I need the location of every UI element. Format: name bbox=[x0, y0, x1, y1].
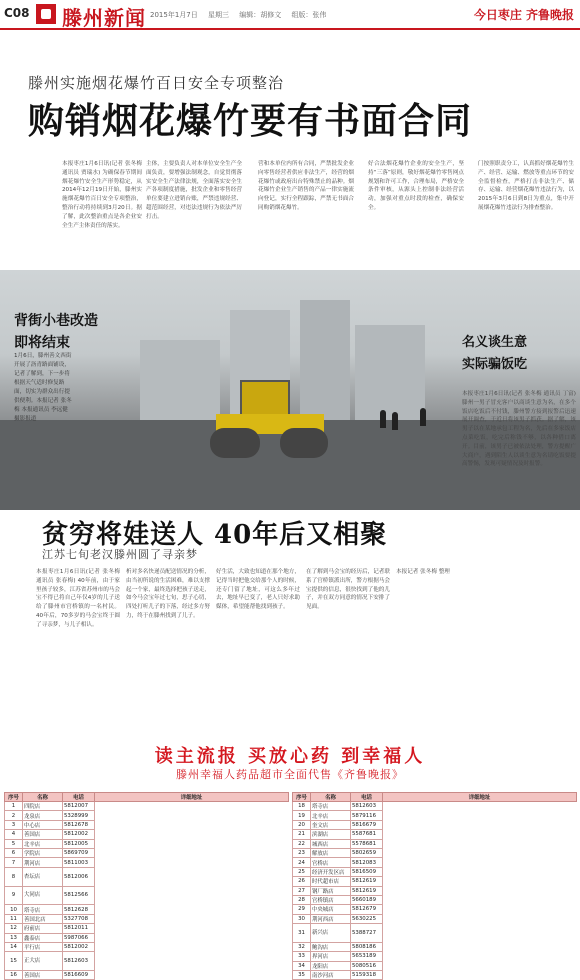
store-phone: 5812007 bbox=[63, 802, 95, 811]
store-row bbox=[5, 830, 289, 839]
store-name: 南沙河店 bbox=[311, 971, 351, 980]
store-row bbox=[5, 905, 289, 914]
store-phone: 5812006 bbox=[63, 867, 95, 886]
store-phone: 5816609 bbox=[63, 971, 95, 980]
store-number: 35 bbox=[293, 971, 311, 980]
store-name: 塔寺店 bbox=[311, 802, 351, 811]
page-header bbox=[0, 0, 580, 30]
store-number: 3 bbox=[5, 820, 23, 829]
store-row bbox=[293, 924, 577, 943]
store-name: 新兴店 bbox=[311, 924, 351, 943]
store-number: 8 bbox=[5, 867, 23, 886]
story1-column: 本报枣庄1月6日讯(记者 张冬梅 通讯员 贾瑞水) 为确保春节期间烟花爆竹安全生产形势稳定，从2014年12月19日开始，滕州实施烟花爆竹百日安全专项整治，整治行动将持续到3月20日。据了解，此次整治重点是各企业安全生产主体责任的落实。 bbox=[62, 161, 142, 229]
store-number: 34 bbox=[293, 961, 311, 970]
store-phone: 5869709 bbox=[63, 848, 95, 857]
store-name: 鑫泰店 bbox=[23, 933, 63, 942]
store-number: 30 bbox=[293, 914, 311, 923]
store-phone: 5812005 bbox=[63, 839, 95, 848]
store-number: 21 bbox=[293, 830, 311, 839]
store-name: 正大店 bbox=[23, 952, 63, 971]
store-number: 25 bbox=[293, 867, 311, 876]
col-header-no: 序号 bbox=[5, 793, 23, 802]
story3-column: 本报枣庄1月6日讯(记者 张冬梅 通讯员 张春梅) 40年前，由于家里孩子较多，江苏省苏州市的马会宝不得已将自己年仅4岁的儿子送给了滕州市官桥镇的一名村民。40年后，70多岁的马会宝终于圆了寻亲梦，与儿子相认。 bbox=[36, 569, 120, 628]
store-row bbox=[5, 914, 289, 923]
store-name: 北辛店 bbox=[23, 839, 63, 848]
issue-date: 2015年1月7日 bbox=[150, 11, 198, 19]
store-name: 善国店 bbox=[23, 971, 63, 980]
issue-layout: 组版：张伟 bbox=[291, 11, 327, 19]
store-number: 32 bbox=[293, 942, 311, 951]
store-row bbox=[5, 848, 289, 857]
store-row bbox=[5, 867, 289, 886]
store-row bbox=[5, 933, 289, 942]
store-number: 13 bbox=[5, 933, 23, 942]
store-number: 33 bbox=[293, 952, 311, 961]
store-number: 7 bbox=[5, 858, 23, 867]
store-row bbox=[5, 952, 289, 971]
store-name: 龙阳店 bbox=[311, 961, 351, 970]
store-row bbox=[293, 971, 577, 980]
issue-meta bbox=[150, 10, 334, 20]
store-number: 29 bbox=[293, 905, 311, 914]
store-name: 荆河西店 bbox=[311, 914, 351, 923]
store-row bbox=[5, 971, 289, 980]
store-row bbox=[5, 811, 289, 820]
paper-masthead: 今日枣庄 齐鲁晚报 bbox=[473, 8, 574, 22]
store-number: 31 bbox=[293, 924, 311, 943]
store-row bbox=[5, 858, 289, 867]
store-row bbox=[5, 802, 289, 811]
store-phone: 5811003 bbox=[63, 858, 95, 867]
store-number: 5 bbox=[5, 839, 23, 848]
store-number: 24 bbox=[293, 858, 311, 867]
store-phone: 5812002 bbox=[63, 830, 95, 839]
pharmacy-ad bbox=[0, 742, 580, 980]
store-number: 9 bbox=[5, 886, 23, 905]
store-phone: 5987066 bbox=[63, 933, 95, 942]
store-row bbox=[5, 886, 289, 905]
story3-column: 在了解到马会宝的经历后，记者联系了官桥镇派出所，警方根据马会宝提供的信息，很快找到了他的儿子，并在双方同意的情况下安排了见面。 bbox=[306, 569, 390, 611]
story2-headline: 名义谈生意 实际骗饭吃 bbox=[462, 335, 528, 372]
col-header-name: 名称 bbox=[23, 793, 63, 802]
store-name: 塔寺店 bbox=[23, 905, 63, 914]
store-number: 4 bbox=[5, 830, 23, 839]
road-roller-icon bbox=[210, 380, 330, 458]
store-number: 16 bbox=[5, 971, 23, 980]
store-number: 27 bbox=[293, 886, 311, 895]
store-row bbox=[293, 952, 577, 961]
store-number: 2 bbox=[5, 811, 23, 820]
store-number: 6 bbox=[5, 848, 23, 857]
store-phone: 5812619 bbox=[351, 886, 383, 895]
store-row bbox=[293, 877, 577, 886]
store-number: 10 bbox=[5, 905, 23, 914]
store-phone: 5630225 bbox=[351, 914, 383, 923]
store-phone: 5388727 bbox=[351, 924, 383, 943]
store-row bbox=[5, 942, 289, 951]
store-number: 20 bbox=[293, 820, 311, 829]
store-row bbox=[5, 820, 289, 829]
store-name: 杏坛店 bbox=[23, 867, 63, 886]
store-name: 荆河店 bbox=[23, 858, 63, 867]
store-name: 学院店 bbox=[23, 848, 63, 857]
store-name: 中央城店 bbox=[311, 905, 351, 914]
store-name: 府前店 bbox=[23, 924, 63, 933]
store-name: 官桥镇店 bbox=[311, 895, 351, 904]
store-row bbox=[293, 802, 577, 811]
store-name: 鲍沟店 bbox=[311, 942, 351, 951]
store-name: 北辛店 bbox=[311, 811, 351, 820]
store-number: 15 bbox=[5, 952, 23, 971]
story1-column: 营和本单位内所有合同，严禁批发企业向零售经营者供应非法生产，经营的烟花爆竹或政府出台特殊禁止的品种。烟花爆竹企业生产销售的产品一律实施流向登记，实行全程跟踪，严禁无书面合同购销烟花爆竹。 bbox=[258, 161, 354, 211]
store-phone: 5587681 bbox=[351, 830, 383, 839]
issue-editor: 编辑：胡修文 bbox=[239, 11, 282, 19]
col-header-address: 详细地址 bbox=[383, 793, 577, 802]
store-name: 解放店 bbox=[311, 848, 351, 857]
store-phone: 5660189 bbox=[351, 895, 383, 904]
section-title: 滕州新闻 bbox=[62, 6, 146, 30]
store-phone: 5812619 bbox=[351, 877, 383, 886]
store-row bbox=[293, 961, 577, 970]
col-header-name: 名称 bbox=[311, 793, 351, 802]
store-number: 19 bbox=[293, 811, 311, 820]
store-number: 22 bbox=[293, 839, 311, 848]
store-number: 11 bbox=[5, 914, 23, 923]
col-header-phone: 电话 bbox=[63, 793, 95, 802]
story1-kicker: 滕州实施烟花爆竹百日安全专项整治 bbox=[28, 74, 285, 92]
store-row bbox=[293, 848, 577, 857]
store-number: 28 bbox=[293, 895, 311, 904]
store-number: 23 bbox=[293, 848, 311, 857]
store-number: 14 bbox=[5, 942, 23, 951]
store-row bbox=[293, 942, 577, 951]
story3-deck: 江苏七旬老汉滕州圆了寻亲梦 bbox=[42, 548, 198, 561]
store-phone: 5328999 bbox=[63, 811, 95, 820]
story1-column: 门按照职责分工，认真抓好烟花爆竹生产、经营、运输、燃放等重点环节的安全监督检查，严格打击非法生产、储存、运输、经营烟花爆竹违法行为，以2015年3月6日到8日为重点，集中开展烟花爆竹违法行为排查整治。 bbox=[478, 161, 574, 211]
store-name: 官桥店 bbox=[311, 858, 351, 867]
store-phone: 5812603 bbox=[63, 952, 95, 971]
store-name: 中心店 bbox=[23, 820, 63, 829]
store-name: 时代超市店 bbox=[311, 877, 351, 886]
store-name: 平行店 bbox=[23, 942, 63, 951]
store-row bbox=[293, 858, 577, 867]
store-row bbox=[293, 867, 577, 876]
store-phone: 5812678 bbox=[63, 820, 95, 829]
store-row bbox=[293, 820, 577, 829]
story3-column: 析对多名快递员配送情况的分析，由当初所说的生活困难，难以支撑起一个家，最终选择把孩子送走，如今马会宝年过七旬，思子心切，四处打听儿子的下落，经过多方努力，终于在滕州找到了儿子。 bbox=[126, 569, 210, 619]
photo1-title: 背街小巷改造 即将结束 bbox=[14, 313, 98, 351]
store-phone: 5653189 bbox=[351, 952, 383, 961]
ad-subhead: 滕州幸福人药品超市全面代售《齐鲁晚报》 bbox=[176, 768, 404, 781]
photo1-caption: 1月6日，滕州善文西街开展了沥青路面铺设，记者了解到，下一步将根据天气适时修复路面，切实为群众出行提供便利。本报记者 张冬梅 本报通讯员 李远健 摄影报道 bbox=[14, 353, 72, 422]
story1-column: 主体，主要负责人对本单位安全生产全面负责，要增强法制观念，自觉贯彻落实安全生产法律法规，全面落实安全生产各项制度措施，批发企业和零售经营单位要建立进销台账，严禁违规经营、超范围经营，对违法违规行为依法严厉打击。 bbox=[146, 161, 242, 220]
store-row bbox=[5, 924, 289, 933]
store-phone: 5812603 bbox=[351, 802, 383, 811]
store-number: 12 bbox=[5, 924, 23, 933]
store-row bbox=[293, 886, 577, 895]
store-name: 善国店 bbox=[23, 830, 63, 839]
store-number: 18 bbox=[293, 802, 311, 811]
store-name: 钢厂路店 bbox=[311, 886, 351, 895]
store-phone: 5812011 bbox=[63, 924, 95, 933]
store-phone: 5812628 bbox=[63, 905, 95, 914]
store-name: 奎文店 bbox=[311, 820, 351, 829]
store-phone: 5159318 bbox=[351, 971, 383, 980]
store-phone: 5080516 bbox=[351, 961, 383, 970]
story3-column: 本报记者 张冬梅 整理 bbox=[396, 569, 450, 575]
story3-headline: 贫穷将娃送人 40年后又相聚 bbox=[42, 520, 388, 550]
store-name: 大同店 bbox=[23, 886, 63, 905]
store-row bbox=[293, 914, 577, 923]
store-name: 善国北店 bbox=[23, 914, 63, 923]
store-phone: 5816509 bbox=[351, 867, 383, 876]
store-row bbox=[293, 830, 577, 839]
store-row bbox=[293, 905, 577, 914]
store-name: 龙泉店 bbox=[23, 811, 63, 820]
store-phone: 5578681 bbox=[351, 839, 383, 848]
col-header-no: 序号 bbox=[293, 793, 311, 802]
issue-weekday: 星期三 bbox=[207, 11, 229, 19]
store-name: 界河店 bbox=[311, 952, 351, 961]
store-name: 经济开发区店 bbox=[311, 867, 351, 876]
store-phone: 5812083 bbox=[351, 858, 383, 867]
story2-body: 本报枣庄1月6日讯(记者 张冬梅 通讯员 丁富) 滕州一男子冒充客户以商谈生意为名，在多个饭店吃饭后不付钱，滕州警方接到报警后迅速展开调查，于近日将该男子抓获。据了解，该男子以在某地承包工程为名，先后在多家饭店点菜吃饭，吃完后称钱不够，以各种借口离开。目前，该男子已被依法处理，警方提醒广大商户，遇到陌生人以谈生意为名请吃饭要提高警惕，发现可疑情况及时报警。 bbox=[462, 391, 576, 468]
store-phone: 5808186 bbox=[351, 942, 383, 951]
ad-headline: 读主流报 买放心药 到幸福人 bbox=[154, 746, 426, 767]
col-header-phone: 电话 bbox=[351, 793, 383, 802]
col-header-address: 详细地址 bbox=[95, 793, 289, 802]
store-table-left bbox=[4, 792, 289, 980]
store-row bbox=[5, 839, 289, 848]
store-phone: 5816679 bbox=[351, 820, 383, 829]
story1-headline: 购销烟花爆竹要有书面合同 bbox=[28, 100, 473, 142]
store-phone: 5879116 bbox=[351, 811, 383, 820]
store-phone: 5802659 bbox=[351, 848, 383, 857]
store-table-right bbox=[292, 792, 577, 980]
page-number: C08 bbox=[4, 6, 30, 20]
store-row bbox=[293, 895, 577, 904]
store-row bbox=[293, 811, 577, 820]
store-number: 26 bbox=[293, 877, 311, 886]
store-name: 滨湖店 bbox=[311, 830, 351, 839]
story1-column: 好合法烟花爆竹企业的安全生产，坚持“三落”原则，敬好烟花爆竹零售网点规划和许可工作，合理布局，严格安全条件审核，从源头上控制非法经营活动，加强对重点时段的检查，确保安全。 bbox=[368, 161, 464, 211]
section-logo-icon bbox=[36, 4, 56, 24]
story3-column: 好生活，大致也知道在那个地方，记得当时把他交给那个人的时候，还专门留了地址，可这么多年过去，地址早已变了，老人只好求助媒体，希望能帮他找到孩子。 bbox=[216, 569, 300, 611]
store-phone: 5812679 bbox=[351, 905, 383, 914]
store-phone: 5812566 bbox=[63, 886, 95, 905]
store-name: 城西店 bbox=[311, 839, 351, 848]
store-row bbox=[293, 839, 577, 848]
store-phone: 5812002 bbox=[63, 942, 95, 951]
store-number: 1 bbox=[5, 802, 23, 811]
store-name: 四院店 bbox=[23, 802, 63, 811]
store-phone: 5327708 bbox=[63, 914, 95, 923]
